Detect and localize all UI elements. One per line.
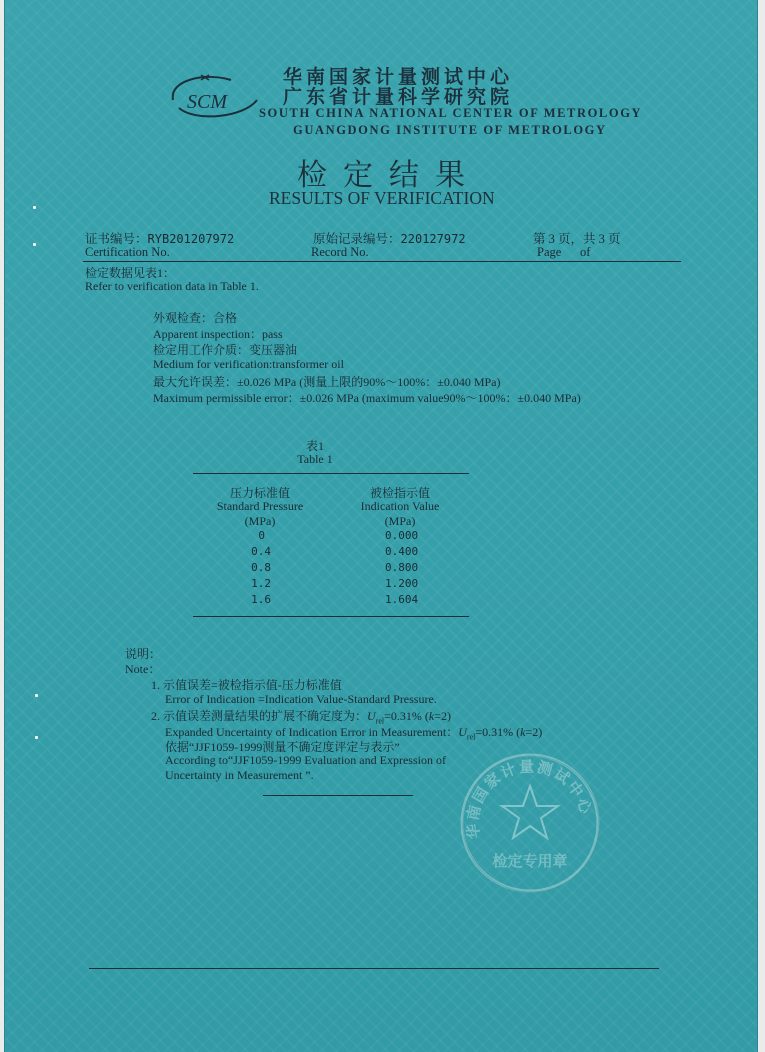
note2-basis-en-1: According to“JJF1059-1999 Evaluation and Expression of bbox=[165, 753, 446, 767]
table-row bbox=[195, 593, 465, 609]
table-row bbox=[195, 577, 465, 593]
org-name-cn-2: 广东省计量科学研究院 bbox=[283, 86, 514, 108]
note1-en: Error of Indication =Indication Value-Standard Pressure. bbox=[165, 692, 437, 706]
scm-logo bbox=[165, 66, 261, 122]
std-cell: 1.6 bbox=[251, 593, 271, 606]
inspection-en: Apparent inspection：pass bbox=[153, 327, 283, 341]
footer-rule bbox=[89, 968, 659, 969]
mpe-cn: 最大允许误差：±0.026 MPa (测量上限的90%～100%：±0.040 MPa) bbox=[153, 375, 501, 389]
cert-label-en: Certification No. bbox=[85, 245, 170, 259]
ind-cell: 0.800 bbox=[385, 561, 419, 574]
table-top-rule bbox=[193, 473, 469, 474]
ind-cell: 1.200 bbox=[385, 577, 419, 590]
note-label-cn: 说明： bbox=[125, 647, 162, 661]
note2-cn: 2. 示值误差测量结果的扩展不确定度为：$U_{rel}=0.31\%$ (k=2) bbox=[151, 709, 451, 726]
org-name-cn-1: 华南国家计量测试中心 bbox=[283, 66, 514, 88]
page-label-en: Page of bbox=[537, 245, 591, 259]
embossed-seal bbox=[455, 748, 605, 898]
note2-basis-en-2: Uncertainty in Measurement ”. bbox=[165, 768, 314, 782]
medium-cn: 检定用工作介质：变压器油 bbox=[153, 343, 298, 357]
end-rule bbox=[263, 795, 413, 796]
page-label-cn: 第 3 页，共 3 页 bbox=[533, 232, 621, 246]
ind-cell: 0.400 bbox=[385, 545, 419, 558]
record-label-cn: 原始记录编号：220127972 bbox=[313, 232, 466, 246]
inspection-cn: 外观检查：合格 bbox=[153, 311, 238, 325]
std-cell: 0 bbox=[258, 529, 265, 542]
col1-header-cn: 压力标准值 bbox=[229, 486, 290, 500]
col2-header-en: Indication Value bbox=[360, 499, 440, 513]
intro-cn: 检定数据见表1： bbox=[85, 266, 176, 280]
record-number: 220127972 bbox=[400, 232, 466, 246]
note2-en: Expanded Uncertainty of Indication Error in Measurement：$U_{rel}=0.31\%$ (k=2) bbox=[165, 725, 543, 742]
record-label-en: Record No. bbox=[311, 245, 369, 259]
punch-mark bbox=[33, 243, 36, 246]
table-body bbox=[195, 529, 465, 609]
table-bottom-rule bbox=[193, 616, 469, 617]
std-cell: 0.8 bbox=[251, 561, 271, 574]
cert-label-cn: 证书编号：RYB201207972 bbox=[85, 232, 235, 246]
punch-mark bbox=[35, 736, 38, 739]
note1-cn: 1. 示值误差=被检指示值-压力标准值 bbox=[151, 678, 342, 692]
org-name-en-1: SOUTH CHINA NATIONAL CENTER OF METROLOGY bbox=[259, 106, 643, 120]
col1-header-unit: (MPa) bbox=[244, 514, 276, 528]
mpe-en: Maximum permissible error：±0.026 MPa (maximum value90%～100%：±0.040 MPa) bbox=[153, 391, 581, 405]
punch-mark bbox=[35, 694, 38, 697]
certificate-page bbox=[4, 0, 758, 1052]
ind-cell: 1.604 bbox=[385, 593, 419, 606]
col2-header-cn: 被检指示值 bbox=[369, 486, 430, 500]
table-row bbox=[195, 529, 465, 545]
meta-divider bbox=[83, 261, 681, 262]
table-caption-en: Table 1 bbox=[297, 452, 333, 466]
title-cn: 检定结果 bbox=[297, 158, 481, 193]
table-row bbox=[195, 561, 465, 577]
punch-mark bbox=[33, 206, 36, 209]
std-cell: 0.4 bbox=[251, 545, 271, 558]
col2-header-unit: (MPa) bbox=[384, 514, 416, 528]
ind-cell: 0.000 bbox=[385, 529, 419, 542]
cert-number: RYB201207972 bbox=[147, 232, 235, 246]
seal-star-icon bbox=[502, 786, 558, 838]
intro-en: Refer to verification data in Table 1. bbox=[85, 279, 259, 293]
table-caption-cn: 表1 bbox=[305, 439, 324, 453]
seal-bottom-text: 检定专用章 bbox=[492, 852, 568, 870]
seal-ring-text: 华南国家计量测试中心 bbox=[463, 757, 596, 840]
medium-en: Medium for verification:transformer oil bbox=[153, 357, 344, 371]
table-row bbox=[195, 545, 465, 561]
org-name-en-2: GUANGDONG INSTITUTE OF METROLOGY bbox=[293, 123, 607, 137]
note-label-en: Note： bbox=[125, 662, 161, 676]
std-cell: 1.2 bbox=[251, 577, 271, 590]
logo-text: SCM bbox=[187, 91, 227, 113]
col1-header-en: Standard Pressure bbox=[216, 499, 304, 513]
title-en: RESULTS OF VERIFICATION bbox=[269, 188, 495, 208]
note2-basis-cn: 依据“JJF1059-1999测量不确定度评定与表示” bbox=[165, 740, 400, 754]
